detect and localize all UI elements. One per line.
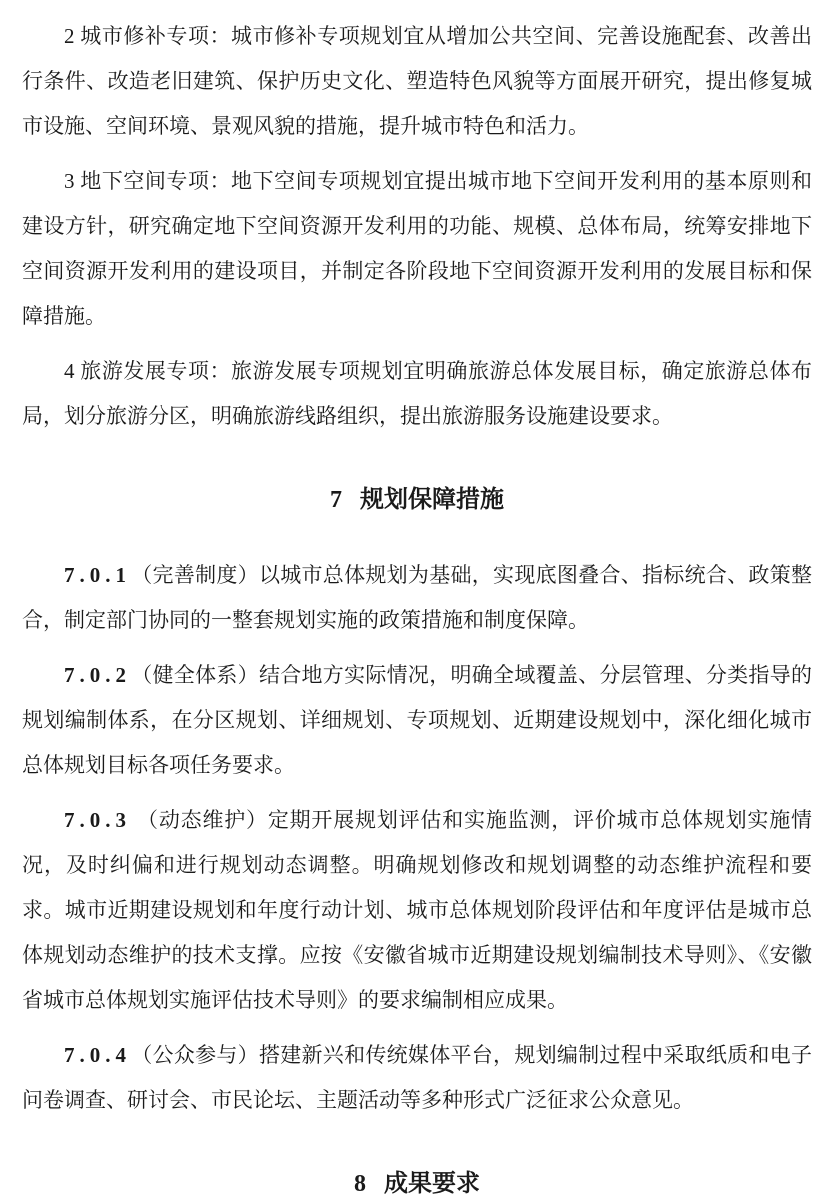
- clause-paragraph: [22, 798, 812, 1023]
- clause-number: 7.0.1: [64, 563, 131, 587]
- clause-number: 7.0.3: [64, 808, 131, 832]
- clause-text: （健全体系）结合地方实际情况，明确全域覆盖、分层管理、分类指导的规划编制体系，在分区规划、详细规划、专项规划、近期建设规划中，深化细化城市总体规划目标各项任务要求。: [22, 663, 812, 777]
- clause-number: 7.0.4: [64, 1043, 131, 1067]
- body-paragraph: 2 城市修补专项：城市修补专项规划宜从增加公共空间、完善设施配套、改善出行条件、改造老旧建筑、保护历史文化、塑造特色风貌等方面展开研究，提出修复城市设施、空间环境、景观风貌的措施，提升城市特色和活力。: [22, 24, 812, 138]
- clause-text: （完善制度）以城市总体规划为基础，实现底图叠合、指标统合、政策整合，制定部门协同的一整套规划实施的政策措施和制度保障。: [22, 563, 812, 632]
- heading-title: 成果要求: [384, 1171, 480, 1197]
- heading-number: 7: [330, 487, 342, 513]
- document-content: [22, 14, 812, 1201]
- body-paragraph: 4 旅游发展专项：旅游发展专项规划宜明确旅游总体发展目标，确定旅游总体布局，划分旅游分区，明确旅游线路组织，提出旅游服务设施建设要求。: [22, 359, 812, 428]
- heading-number: 8: [354, 1171, 366, 1197]
- clause-text: （动态维护）定期开展规划评估和实施监测，评价城市总体规划实施情况，及时纠偏和进行规划动态调整。明确规划修改和规划调整的动态维护流程和要求。城市近期建设规划和年度行动计划、城市总体规划阶段评估和年度评估是城市总体规划动态维护的技术支撑。应按《安徽省城市近期建设规划编制技术导则》、《安徽省城市总体规划实施评估技术导则》的要求编制相应成果。: [22, 808, 812, 1012]
- clause-paragraph: [22, 653, 812, 788]
- clause-paragraph: [22, 553, 812, 643]
- section-heading: [22, 483, 812, 517]
- clause-paragraph: [22, 1033, 812, 1123]
- body-paragraph: 3 地下空间专项：地下空间专项规划宜提出城市地下空间开发利用的基本原则和建设方针，研究确定地下空间资源开发利用的功能、规模、总体布局，统筹安排地下空间资源开发利用的建设项目，并制定各阶段地下空间资源开发利用的发展目标和保障措施。: [22, 169, 812, 328]
- clause-number: 7.0.2: [64, 663, 131, 687]
- clause-text: （公众参与）搭建新兴和传统媒体平台，规划编制过程中采取纸质和电子问卷调查、研讨会、市民论坛、主题活动等多种形式广泛征求公众意见。: [22, 1043, 812, 1112]
- section-heading: [22, 1167, 812, 1201]
- heading-title: 规划保障措施: [360, 487, 504, 513]
